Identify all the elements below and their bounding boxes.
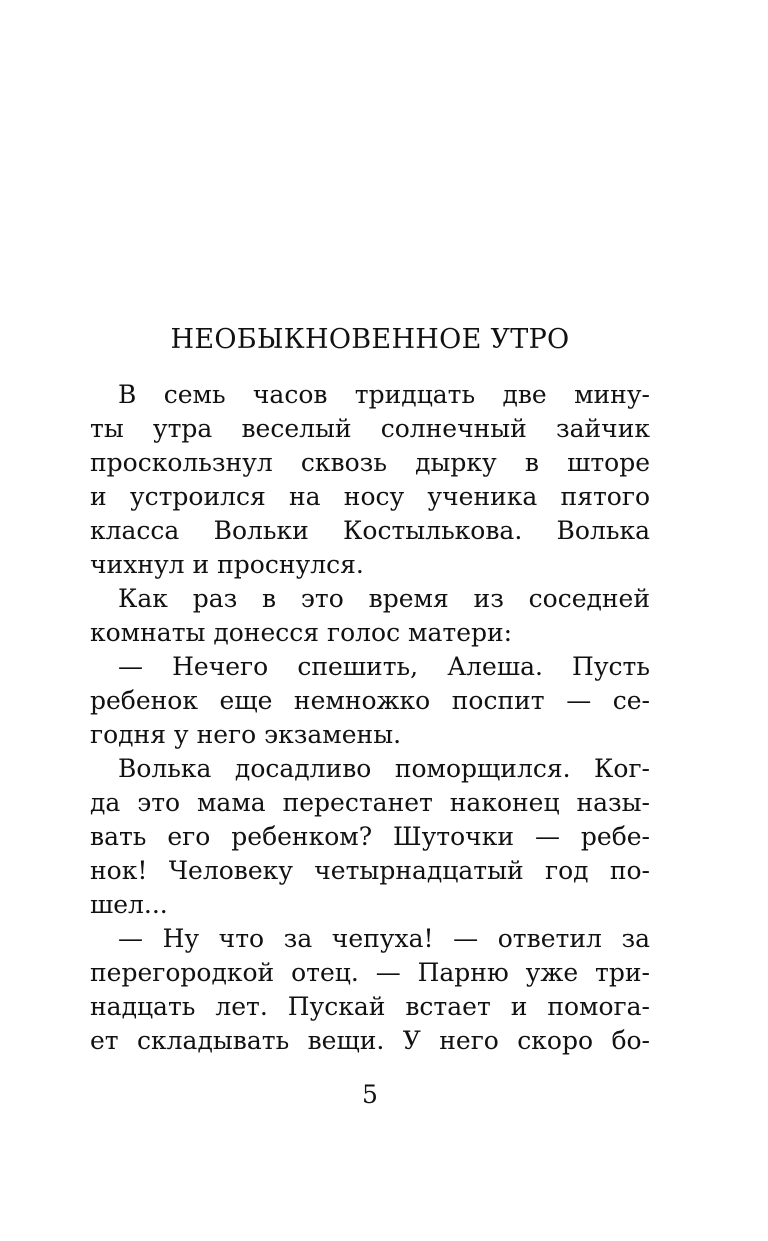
paragraph-5 <box>90 922 650 1058</box>
text-line: Как раз в это время из соседней <box>118 584 650 613</box>
text-line: надцать лет. Пускай встает и помога- <box>90 992 650 1021</box>
text-line: чихнул и проснулся. <box>90 550 364 579</box>
text-line: — Нечего спешить, Алеша. Пусть <box>118 652 650 681</box>
text-line: да это мама перестанет наконец назы- <box>90 788 650 817</box>
text-line: годня у него экзамены. <box>90 720 402 749</box>
text-line: ребенок еще немножко поспит — се- <box>90 686 650 715</box>
text-line: ет складывать вещи. У него скоро бо- <box>90 1026 650 1055</box>
paragraph-1 <box>90 378 650 582</box>
text-line: шел... <box>90 890 168 919</box>
paragraph-2 <box>90 582 650 650</box>
paragraph-3 <box>90 650 650 752</box>
text-line: комнаты донесся голос матери: <box>90 618 513 647</box>
text-line: проскользнул сквозь дырку в шторе <box>90 448 650 477</box>
text-line: В семь часов тридцать две мину- <box>118 380 650 409</box>
body-text <box>90 378 650 1058</box>
text-line: и устроился на носу ученика пятого <box>90 482 650 511</box>
chapter-title: НЕОБЫКНОВЕННОЕ УТРО <box>170 324 570 355</box>
text-line: ты утра веселый солнечный зайчик <box>90 414 650 443</box>
text-line: перегородкой отец. — Парню уже три- <box>90 958 650 987</box>
paragraph-4 <box>90 752 650 922</box>
page-number: 5 <box>362 1080 378 1109</box>
text-line: класса Вольки Костылькова. Волька <box>90 516 650 545</box>
text-line: нок! Человеку четырнадцатый год по- <box>90 856 650 885</box>
text-line: Волька досадливо поморщился. Ког- <box>118 754 650 783</box>
text-line: — Ну что за чепуха! — ответил за <box>118 924 650 953</box>
text-line: вать его ребенком? Шуточки — ребе- <box>90 822 650 851</box>
